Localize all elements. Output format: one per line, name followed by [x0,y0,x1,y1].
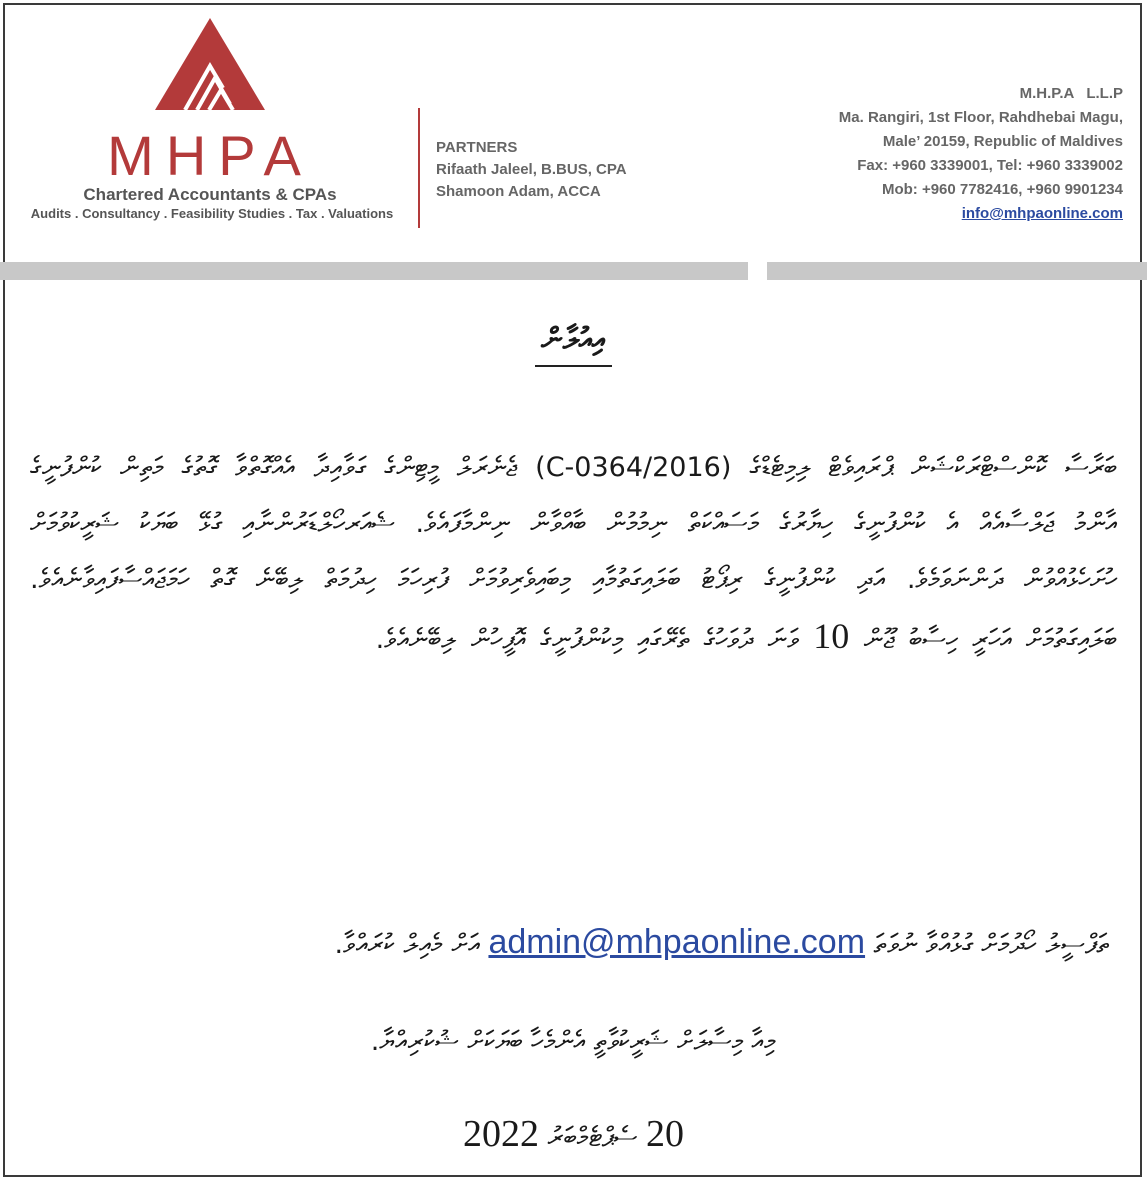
brand-tagline: Chartered Accountants & CPAs [83,185,337,204]
header-email-link[interactable]: info@mhpaonline.com [961,205,1123,222]
paragraph-day-number: 10 [813,616,850,656]
date-year: 2022 [463,1113,539,1155]
brand-wordmark: MHPA [107,124,313,187]
partner-name: Shamoon Adam, ACCA [436,183,601,200]
date-month: ސެޕްޓެމްބަރު [547,1122,638,1153]
date-day: 20 [646,1113,684,1155]
header-rule-left [0,262,748,280]
partner-name: Rifaath Jaleel, B.BUS, CPA [436,161,627,178]
thanks-line: މިއާ މިސާލަށް ޝަރީކުވާތީ އެންމެހާ ބަޔަކަށް ޝުކުރިއްޔާ. [370,1026,777,1057]
fax-tel: Fax: +960 3339001, Tel: +960 3339002 [857,157,1123,174]
notice-title-text: އިއުލާން [535,322,612,367]
header-rule-right [767,262,1147,280]
notice-paragraph [30,440,1117,668]
partners-heading: PARTNERS [436,139,518,156]
contact-text: އަށް މެއިލް ކުރައްވާ. [334,929,480,960]
admin-email-link[interactable]: admin@mhpaonline.com [488,923,866,961]
notice-date [30,1108,1117,1164]
mobile-numbers: Mob: +960 7782416, +960 9901234 [881,181,1123,198]
firm-name: M.H.P.A L.L.P [1019,85,1123,102]
contact-text: ތަފްސީލު ހޯދުމަށް ގުޅުއްވާ ނުވަތަ [873,929,1109,960]
partners-block [436,137,627,203]
contact-line [30,918,1117,969]
header-divider [418,108,420,228]
notice-title [30,322,1117,367]
paragraph-text: ވަނަ ދުވަހުގެ ތެރޭގައި މިކުންފުނީގެ އޮފީހުން ލިބޭނެއެވެ. [375,624,799,655]
contact-block [839,82,1123,226]
paragraph-text: ބަރާސާ ކޮންސްޓްރަކްޝަން ޕްރައިވެޓް ލިމިޓެޑްގެ (C-0364/2016) ޖެނެރަލް މީޓިންގެ ގަވާއިދާ އެއްގޮތްވާ ގޮތުގެ މަތިން ކުންފުނީގެ އާންމު ޖަލްސާއެއް އެ ކުންފުނީގެ ހިޔާރުގެ މަސައްކަތް ނިމުމުން ބާއްވާން ނިންމާފައެވެ. ޝެއަރހޯލްޑަރުންނާއި ގުޅޭ ބަޔަކު ޝަރީކުވުމަށް ހުށަހެޅުއްވުން ދަންނަވަމެވެ. އަދި ކުންފުނީގެ ރިޕޯޓު ބަލައިގަތުމާއި މިބައިވެރިވުމަށް ފުރިހަމަ ހިދުމަތް ލިބޭނެ ގޮތް ހަމަޖައްސާފައިވާނެއެވެ. ބަލައިގަތުމަށް އަހަރީ ހިސާބު ޖޫން [30,452,1117,655]
mhpa-logo-icon [155,18,265,110]
address-line: Ma. Rangiri, 1st Floor, Rahdhebai Magu, [838,109,1123,126]
services-line: Audits . Consultancy . Feasibility Studies . Tax . Valuations [30,206,394,221]
address-line: Male’ 20159, Republic of Maldives [882,133,1123,150]
